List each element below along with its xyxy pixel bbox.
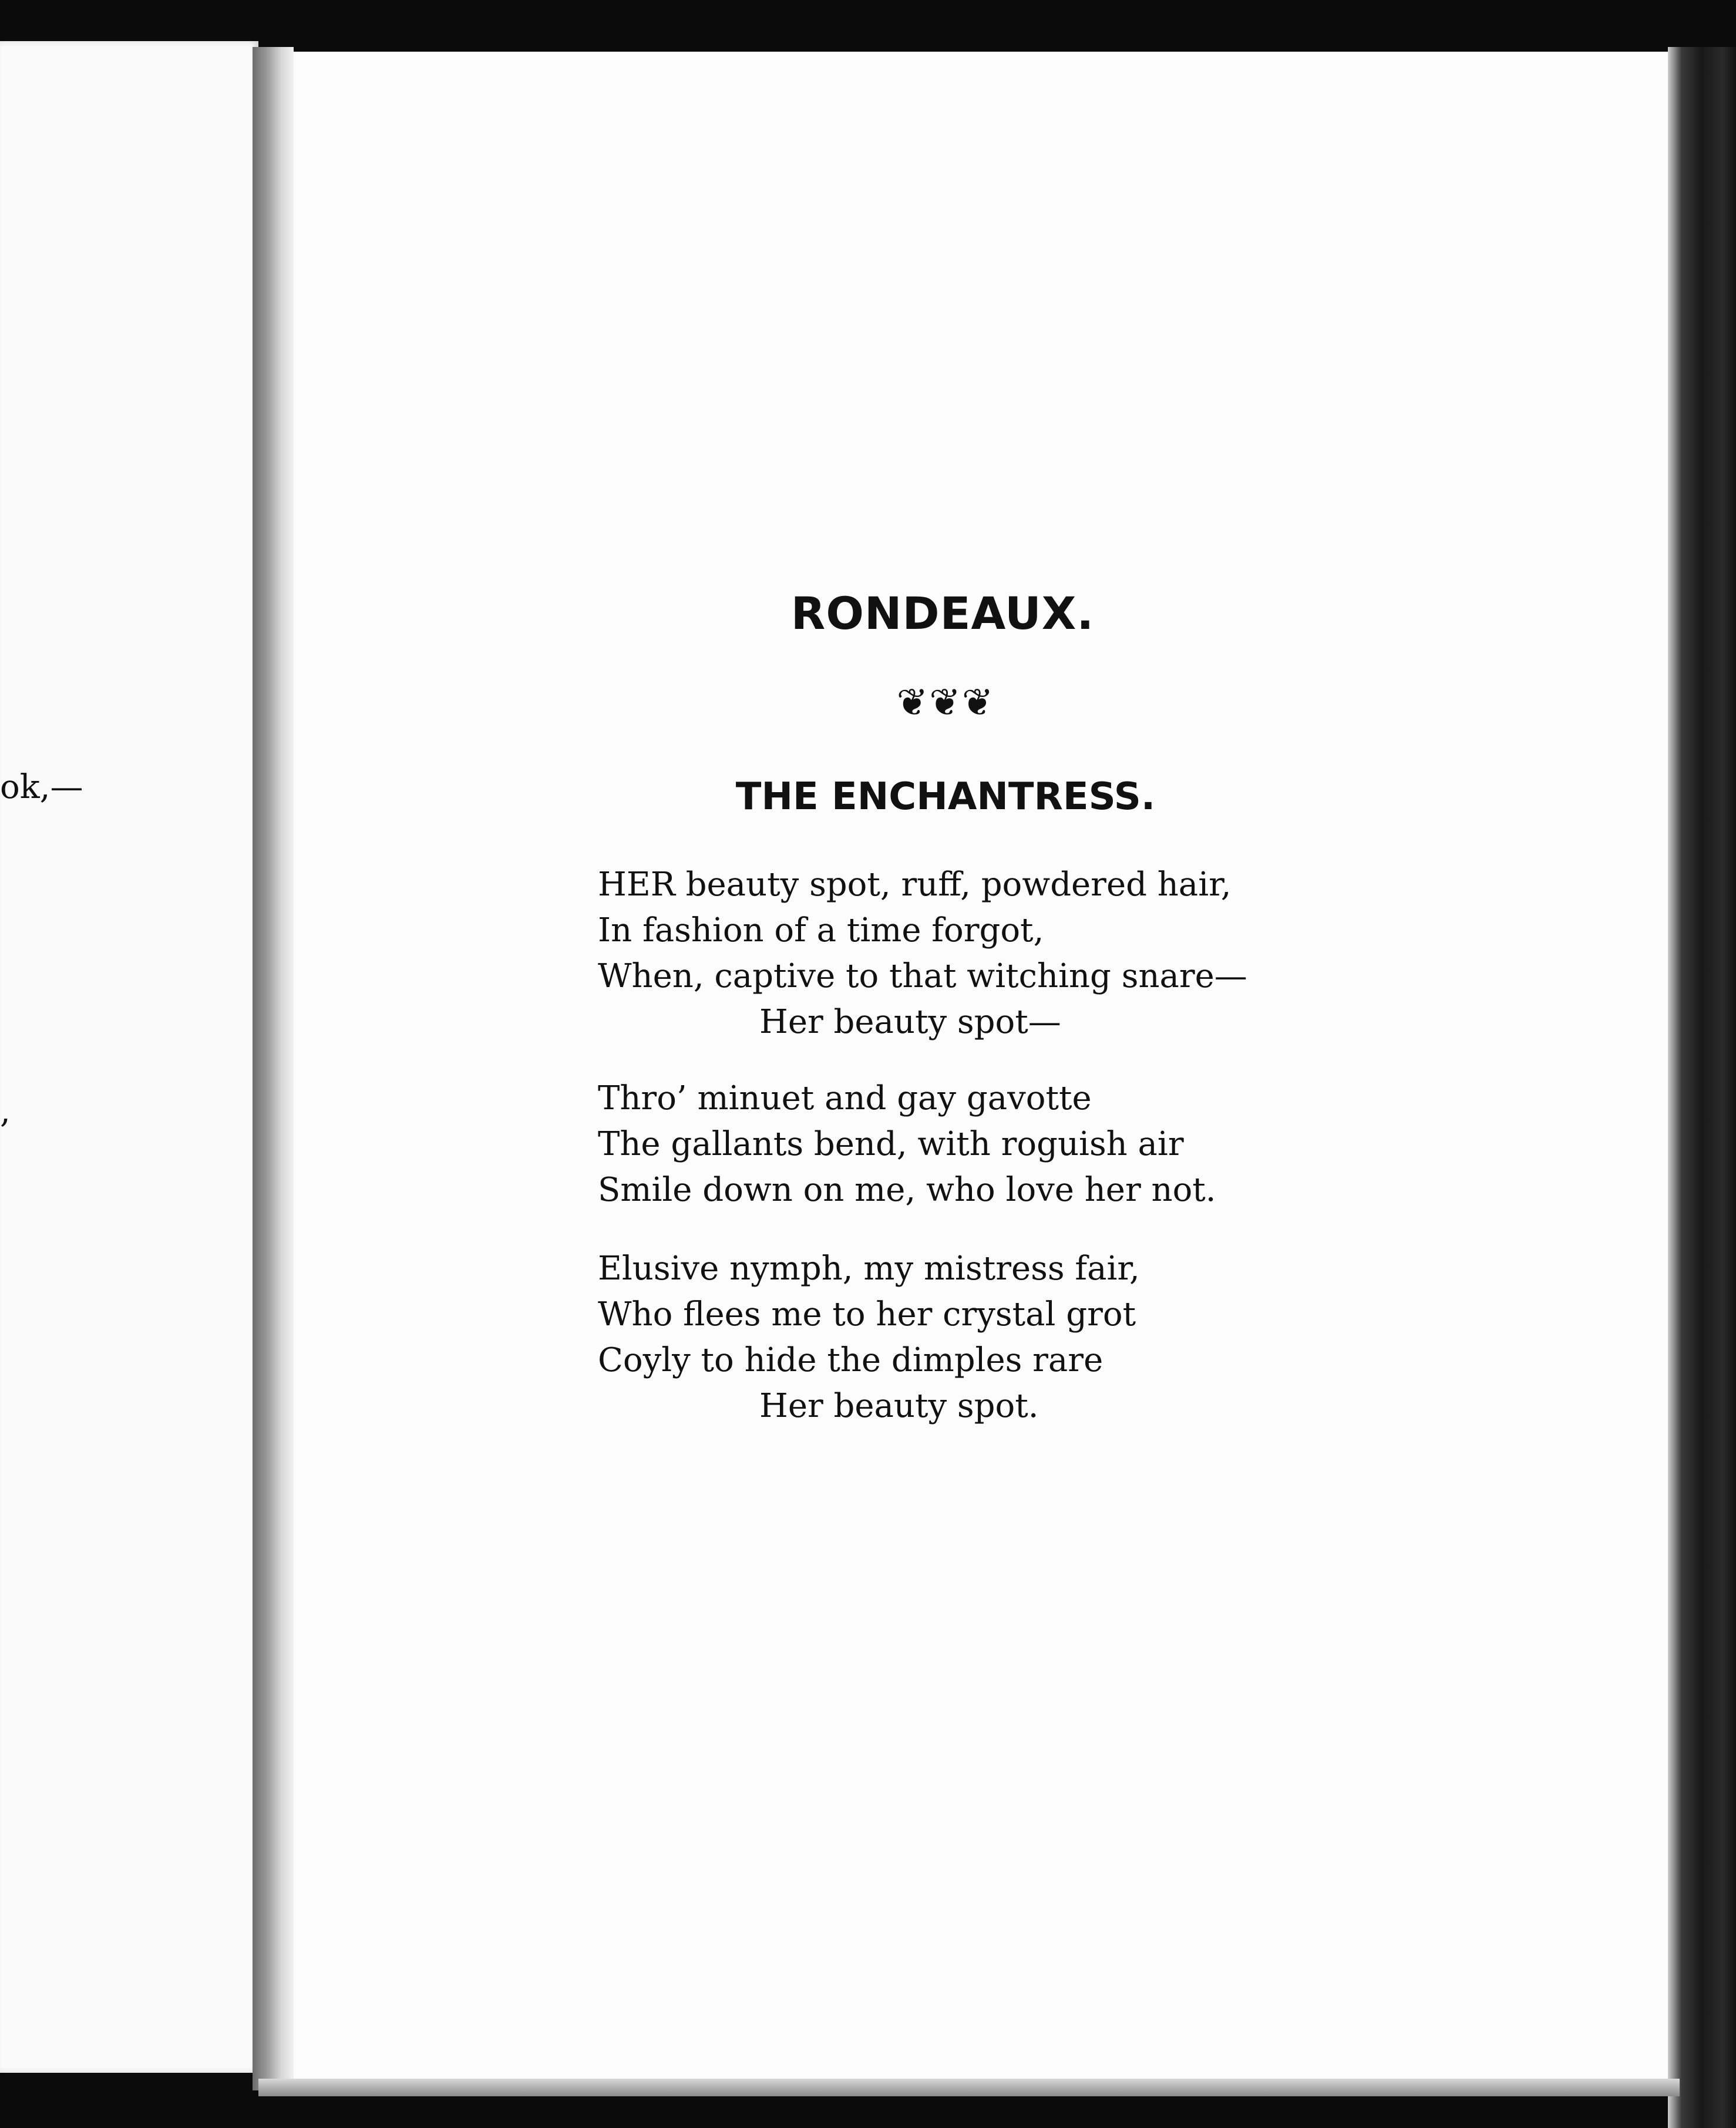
poem-line: Who flees me to her crystal grot [598,1295,1136,1334]
page-edge-stack [1668,47,1736,2128]
left-facing-page [0,41,258,2073]
stanza [598,862,1247,1045]
fleuron-ornament-icon: ❦❦❦ [896,681,995,725]
section-title: RONDEAUX. [790,587,1095,639]
poem-line: Elusive nymph, my mistress fair, [598,1250,1140,1288]
stanza [598,1246,1140,1429]
poem-line: HER beauty spot, ruff, powdered hair, [598,866,1232,904]
poem-line: Thro’ minuet and gay gavotte [598,1079,1092,1117]
poem-line: When, captive to that witching snare— [598,957,1247,995]
stanza [598,1076,1216,1213]
page-bottom-edge [258,2079,1680,2096]
left-page-text-fragment: ok,— [0,768,83,806]
poem-line: Smile down on me, who love her not. [598,1171,1216,1209]
poem-line: The gallants bend, with roguish air [598,1125,1184,1163]
left-page-text-fragment: , [0,1092,11,1130]
poem-line: In fashion of a time forgot, [598,911,1044,949]
poem-title: THE ENCHANTRESS. [735,775,1156,819]
poem-refrain: Her beauty spot. [759,1387,1039,1425]
book-gutter [253,47,294,2090]
poem-line: Coyly to hide the dimples rare [598,1341,1103,1379]
poem-refrain: Her beauty spot— [759,1003,1061,1041]
right-page [294,52,1674,2083]
